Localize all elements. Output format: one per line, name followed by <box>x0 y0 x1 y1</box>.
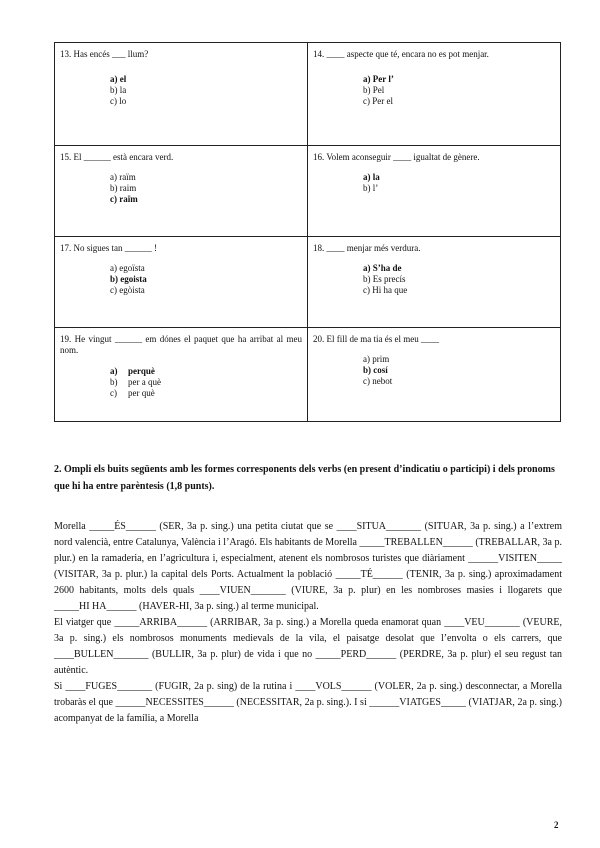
option-a: a) prim <box>363 354 390 364</box>
question-text: 15. El ______ està encara verd. <box>60 152 174 162</box>
paragraph-3: Si ____FUGES_______ (FUGIR, 2a p. sing) de la rutina i ____VOLS______ (VOLER, 2a p. sing.) desconnectar, a Morella trobaràs el que ______NECESSITES______ (NECESSITAR, 2a p. sing.). I si ______VIATGES_____ (VIATJAR, 2a p. sing.) acompanyat de la família, a Morella <box>54 681 562 724</box>
question-text: 14. ____ aspecte que té, encara no es pot menjar. <box>313 49 489 59</box>
options-list <box>60 74 302 107</box>
filled-blank: _____TREBALLEN______ <box>359 537 473 548</box>
paragraph-2: El viatger que _____ARRIBA______ (ARRIBAR, 3a p. sing.) a Morella queda enamorat quan ____VEU_______ (VEURE, 3a p. sing.) els nombrosos monuments medievals de la vila, el paisatge desolat que l’envolta o els carrers, que ____BULLEN_______ (BULLIR, 3a p. plur) de vida i que no _____PERD______ (PERDRE, 3a p. plur) el seu regust tan autèntic. <box>54 617 563 676</box>
option-a: a) raïm <box>110 172 136 182</box>
question-text: 19. He vingut ______ em dónes el paquet que ha arribat al meu nom. <box>60 334 302 355</box>
option-a: a) Per l’ <box>363 74 394 84</box>
options-list <box>313 172 555 194</box>
filled-blank: ____VOLS______ <box>295 681 372 692</box>
option-a: a) egoïsta <box>110 263 145 273</box>
page-number: 2 <box>554 820 559 830</box>
question-text: 16. Volem aconseguir ____ igualtat de gènere. <box>313 152 480 162</box>
option-a: a) el <box>110 74 127 84</box>
filled-blank: ____SITUA_______ <box>336 521 422 532</box>
filled-blank: _____PERD______ <box>315 649 397 660</box>
quiz-table <box>54 42 561 422</box>
paragraph-1: Morella _____ÉS______ (SER, 3a p. sing.) una petita ciutat que se ____SITUA_______ (SITUAR, 3a p. sing.) a l’extrem nord valencià, entre Catalunya, València i l’Aragó. Els habitants de Morella _____TREBALLEN______ (TREBALLAR, 3a p. plur.) en la ramaderia, en l’agricultura i, especialment, atenent els nombrosos turistes que diàriament ______VISITEN_____ (VISITAR, 3a p. plur.) la capital dels Ports. Actualment la població _____TÉ______ (TENIR, 3a p. sing.) aproximadament 2600 habitants, molts dels quals ____VIUEN_______ (VIURE, 3a p. plur) en les nombroses masies i llogarets que _____HI HA______ (HAVER-HI, 3a p. sing.) al terme municipal. <box>54 521 563 612</box>
filled-blank: ______VISITEN_____ <box>468 553 562 564</box>
options-list <box>60 263 302 296</box>
option-a: a) la <box>363 172 380 182</box>
option-c: c) lo <box>110 96 127 106</box>
options-list <box>313 263 555 296</box>
option-b: b) Pel <box>363 85 385 95</box>
filled-blank: _____TÉ______ <box>335 569 403 580</box>
filled-blank: _____ÉS______ <box>89 521 156 532</box>
filled-blank: ____VIUEN_______ <box>199 585 286 596</box>
filled-blank: ____FUGES_______ <box>65 681 153 692</box>
question-16 <box>308 146 561 237</box>
question-text: 17. No sigues tan ______ ! <box>60 243 157 253</box>
question-15 <box>55 146 308 237</box>
question-20 <box>308 328 561 422</box>
option-a: a) perquè <box>110 366 155 376</box>
option-b: b) l’ <box>363 183 379 193</box>
filled-blank: _____ARRIBA______ <box>114 617 208 628</box>
filled-blank: _____HI HA______ <box>54 601 137 612</box>
options-list <box>313 354 555 387</box>
question-text: 13. Has encés ___ llum? <box>60 49 149 59</box>
options-list <box>313 74 555 107</box>
question-19 <box>55 328 308 422</box>
question-14 <box>308 43 561 146</box>
filled-blank: ______VIATGES_____ <box>369 697 466 708</box>
option-c: c) nebot <box>363 376 393 386</box>
exercise-2-body <box>54 519 562 727</box>
option-b: b) Es precís <box>363 274 406 284</box>
filled-blank: ______NECESSITES______ <box>115 697 234 708</box>
option-b: b) cosí <box>363 365 388 375</box>
question-13 <box>55 43 308 146</box>
exercise-2-title: 2. Ompli els buits següents amb les formes corresponents dels verbs (en present d’indicatiu o participi) i dels pronoms que hi ha entre parèntesis (1,8 punts). <box>54 464 555 492</box>
option-c: c) egòista <box>110 285 145 295</box>
question-17 <box>55 237 308 328</box>
option-b: b) per a què <box>110 377 161 387</box>
option-b: b) raim <box>110 183 137 193</box>
option-a: a) S’ha de <box>363 263 402 273</box>
filled-blank: ____BULLEN_______ <box>54 649 149 660</box>
option-b: b) egoista <box>110 274 147 284</box>
filled-blank: ____VEU_______ <box>444 617 520 628</box>
option-c: c) Hi ha que <box>363 285 408 295</box>
option-b: b) la <box>110 85 127 95</box>
question-text: 20. El fill de ma tia és el meu ____ <box>313 334 439 344</box>
question-text: 18. ____ menjar més verdura. <box>313 243 421 253</box>
question-18 <box>308 237 561 328</box>
option-c: c) Per el <box>363 96 393 106</box>
options-list <box>60 172 302 205</box>
option-c: c) raïm <box>110 194 138 204</box>
option-c: c) per què <box>110 388 155 398</box>
options-list <box>60 366 302 399</box>
